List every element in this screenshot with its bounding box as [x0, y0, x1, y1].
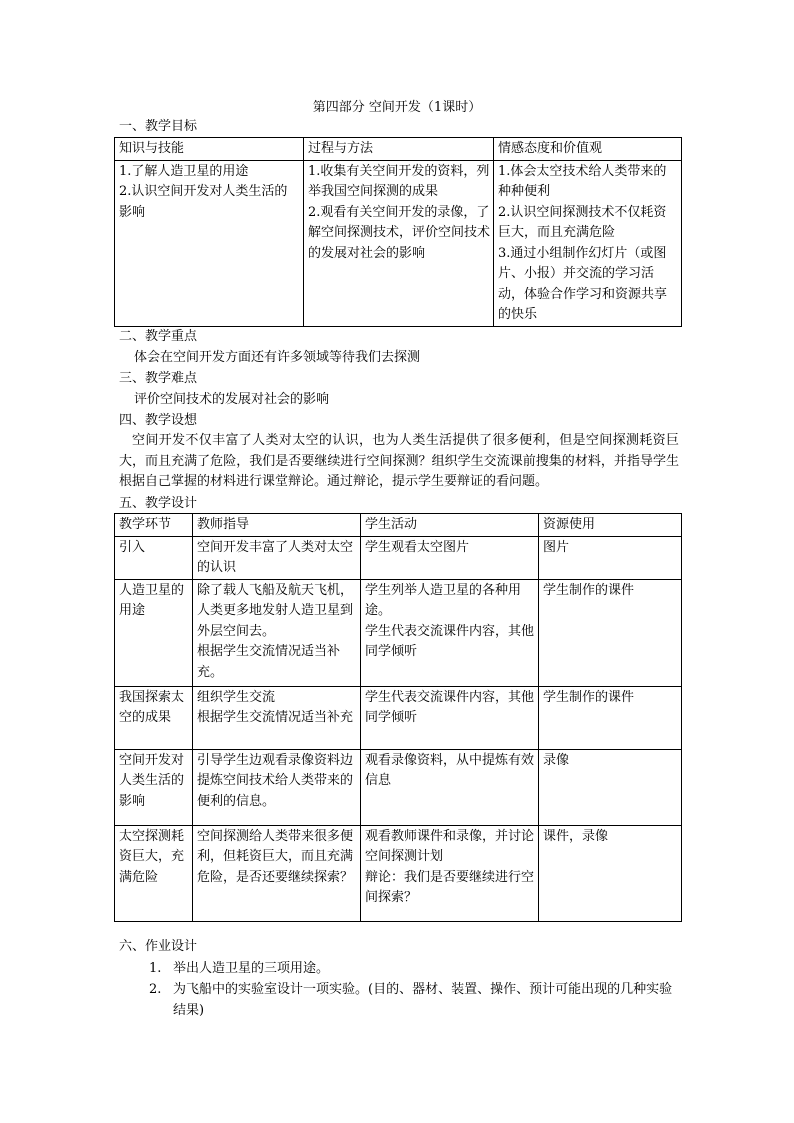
design-stage-cell: 我国探索太空的成果 — [115, 686, 193, 749]
design-teacher-cell — [193, 686, 361, 749]
objective-item: 1.收集有关空间开发的资料，列举我国空间探测的成果 — [308, 163, 490, 199]
section-heading-key-point: 二、教学重点 — [119, 329, 198, 344]
lesson-design-table — [114, 513, 682, 922]
homework-number: 1. — [149, 961, 162, 976]
homework-text: 为飞船中的实验室设计一项实验。(目的、器材、装置、操作、预计可能出现的几种实验结果) — [173, 982, 673, 1018]
objectives-body-row — [115, 160, 682, 326]
section-heading-objectives: 一、教学目标 — [119, 119, 198, 134]
design-header-stage: 教学环节 — [115, 514, 193, 537]
teacher-guidance-text: 根据学生交流情况适当补充。 — [197, 644, 341, 680]
student-activity-text: 学生观看太空图片 — [365, 539, 470, 555]
design-header-student: 学生活动 — [361, 514, 539, 537]
objectives-process-cell — [304, 160, 494, 326]
homework-text: 举出人造卫星的三项用途。 — [173, 961, 330, 976]
objective-item: 1.了解人造卫星的用途 — [119, 163, 249, 179]
objectives-header-process: 过程与方法 — [304, 138, 494, 161]
design-stage-cell: 人造卫星的用途 — [115, 579, 193, 686]
difficulty-text: 评价空间技术的发展对社会的影响 — [134, 392, 330, 407]
key-point-text: 体会在空间开发方面还有许多领域等待我们去探测 — [134, 350, 421, 365]
teacher-guidance-text: 空间探测给人类带来很多便利，但耗资巨大，而且充满危险，是否还要继续探索？ — [197, 828, 354, 885]
design-teacher-cell — [193, 579, 361, 686]
teacher-guidance-text: 空间开发丰富了人类对太空的认识 — [197, 539, 354, 575]
design-stage-cell: 空间开发对人类生活的影响 — [115, 749, 193, 825]
design-teacher-cell — [193, 749, 361, 825]
homework-item — [149, 980, 683, 1021]
objective-item: 2.观看有关空间开发的录像，了解空间探测技术，评价空间技术的发展对社会的影响 — [308, 204, 491, 261]
section-heading-design: 五、教学设计 — [119, 496, 198, 511]
section-heading-concept: 四、教学设想 — [119, 413, 198, 428]
table-row — [115, 686, 682, 749]
design-student-cell — [361, 536, 539, 579]
objectives-knowledge-cell — [115, 160, 304, 326]
design-resource-cell: 课件，录像 — [539, 825, 682, 921]
table-row — [115, 749, 682, 825]
table-row — [115, 579, 682, 686]
design-resource-cell: 录像 — [539, 749, 682, 825]
objectives-values-cell — [494, 160, 682, 326]
design-student-cell — [361, 686, 539, 749]
teacher-guidance-text: 除了载人飞船及航天飞机，人类更多地发射人造卫星到外层空间去。 — [197, 582, 354, 639]
objectives-header-row — [115, 138, 682, 161]
concept-paragraph: 空间开发不仅丰富了人类对太空的认识，也为人类生活提供了很多便利，但是空间探测耗资巨大，而且充满了危险，我们是否要继续进行空间探测？组织学生交流课前搜集的材料，并指导学生根据自己掌握的材料进行课堂辩论。通过辩论，提示学生要辩证的看问题。 — [119, 433, 679, 489]
objective-item: 1.体会太空技术给人类带来的种种便利 — [498, 163, 667, 199]
design-student-cell — [361, 749, 539, 825]
homework-number: 2. — [149, 982, 162, 997]
objectives-header-values: 情感态度和价值观 — [494, 138, 682, 161]
student-activity-text: 学生列举人造卫星的各种用途。 — [365, 582, 522, 618]
design-header-row — [115, 514, 682, 537]
section-heading-difficulty: 三、教学难点 — [119, 371, 198, 386]
student-activity-text: 辩论：我们是否要继续进行空间探索？ — [365, 869, 535, 905]
teacher-guidance-text: 组织学生交流 — [197, 689, 276, 705]
design-student-cell — [361, 825, 539, 921]
design-stage-cell: 引入 — [115, 536, 193, 579]
objectives-table — [114, 137, 682, 327]
design-teacher-cell — [193, 825, 361, 921]
design-resource-cell: 图片 — [539, 536, 682, 579]
student-activity-text: 观看教师课件和录像，并讨论空间探测计划 — [365, 828, 535, 864]
student-activity-text: 学生代表交流课件内容，其他同学倾听 — [365, 689, 535, 725]
design-header-resource: 资源使用 — [539, 514, 682, 537]
teacher-guidance-text: 引导学生边观看录像资料边提炼空间技术给人类带来的便利的信息。 — [197, 752, 354, 809]
design-student-cell — [361, 579, 539, 686]
design-resource-cell: 学生制作的课件 — [539, 686, 682, 749]
section-heading-homework: 六、作业设计 — [119, 939, 198, 954]
objectives-header-knowledge: 知识与技能 — [115, 138, 304, 161]
student-activity-text: 学生代表交流课件内容，其他同学倾听 — [365, 623, 535, 659]
homework-item — [149, 959, 683, 980]
table-row — [115, 536, 682, 579]
objective-item: 2.认识空间开发对人类生活的影响 — [119, 184, 288, 220]
teacher-guidance-text: 根据学生交流情况适当补充 — [197, 710, 354, 725]
design-resource-cell: 学生制作的课件 — [539, 579, 682, 686]
design-teacher-cell — [193, 536, 361, 579]
student-activity-text: 观看录像资料，从中提炼有效信息 — [365, 752, 535, 788]
objective-item: 2.认识空间探测技术不仅耗资巨大，而且充满危险 — [498, 204, 667, 240]
table-row — [115, 825, 682, 921]
page-title: 第四部分 空间开发（1课时） — [312, 100, 482, 115]
objective-item: 3.通过小组制作幻灯片（或图片、小报）并交流的学习活动，体验合作学习和资源共享的快乐 — [498, 245, 668, 322]
design-header-teacher: 教师指导 — [193, 514, 361, 537]
design-stage-cell: 太空探测耗资巨大，充满危险 — [115, 825, 193, 921]
